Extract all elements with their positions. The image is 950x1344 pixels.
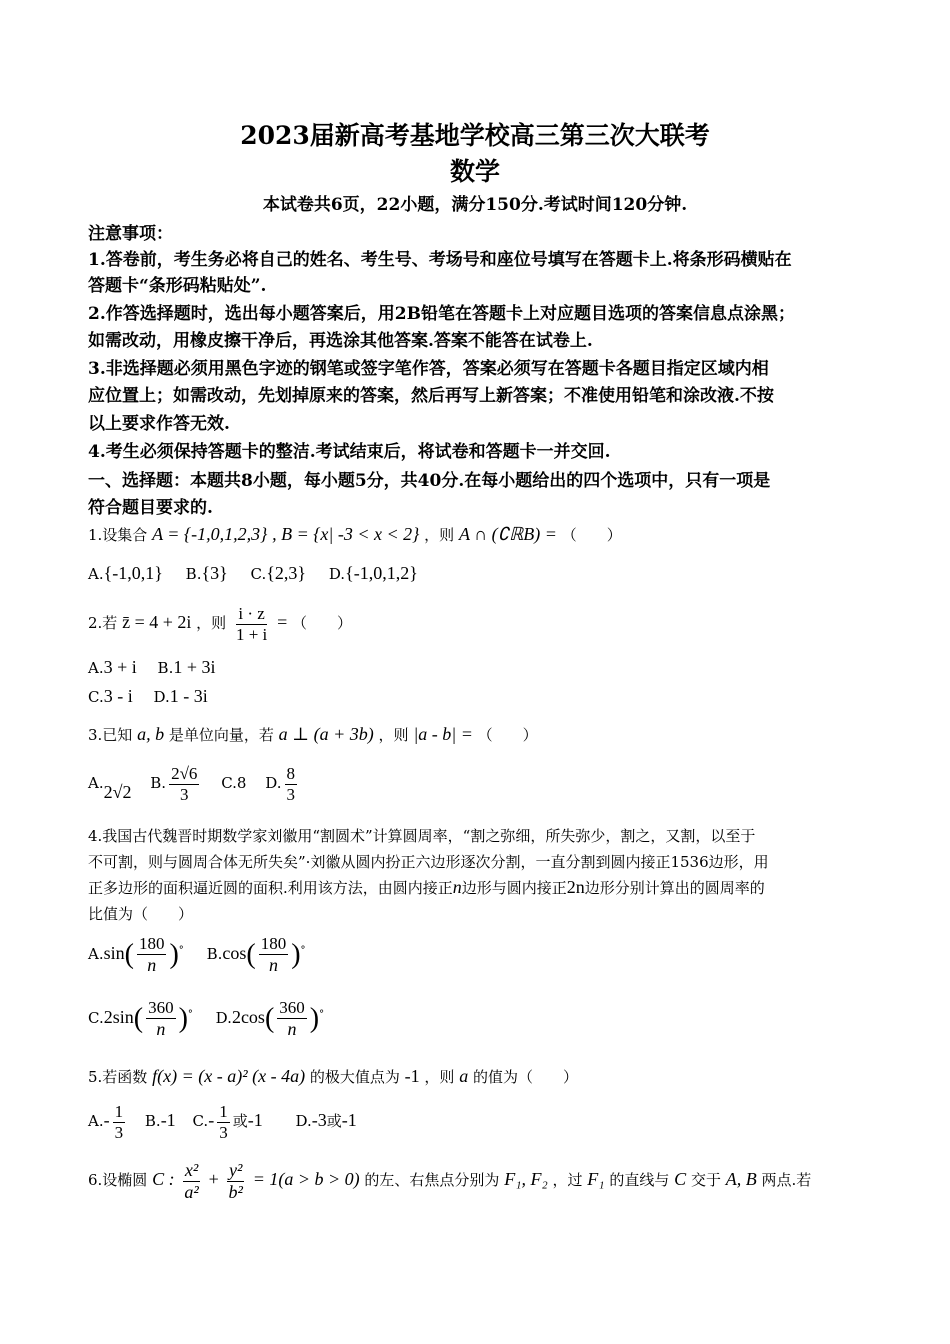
option-a[interactable]: A.sin( $\frac{180}{n}$ )° [88,934,184,975]
option-b[interactable]: B. $\frac{2√6}{3}$ [150,764,198,804]
q2-fraction: $\frac{i \cdot z}{1 + i}$ [235,604,268,644]
question-4-line2: 不可割，则与圆周合体无所失矣”·刘徽从圆内扮正六边形逐次分割，一直分割到圆内接正1536边形，用 [88,853,769,871]
q2-options-row2 [88,686,208,707]
note-line: 以上要求作答无效. [88,414,230,434]
option-a[interactable]: A.- $\frac{1}{3}$ [88,1102,124,1142]
exam-info: 本试卷共6页，22小题，满分150分.考试时间120分钟. [262,195,688,215]
option-c[interactable]: C.2sin( $\frac{360}{n}$ )° [88,998,193,1039]
option-d[interactable]: D.{-1,0,1,2} [328,563,418,583]
option-a[interactable]: A.3 + i [88,657,137,677]
q3-options [88,764,300,804]
note-line: 1.答卷前，考生务必将自己的姓名、考生号、考场号和座位号填写在答题卡上.将条形码横贴在 [88,250,792,270]
option-c[interactable]: C.3 - i [88,686,133,706]
option-c[interactable]: C.8 [221,774,247,793]
question-2: 2.若 z̄ = 4 + 2i ，则 $\frac{i \cdot z}{1 + i}$ = （ ） [88,604,353,644]
q2-condition: z̄ = 4 + 2i [122,612,192,633]
question-5: 5.若函数 f(x) = (x - a)² (x - 4a) 的极大值点为 -1 ，则 a 的值为（ ） [88,1066,579,1086]
set-a: A = {-1,0,1,2,3} [152,524,268,544]
section-heading: 一、选择题：本题共8小题，每小题5分，共40分.在每小题给出的四个选项中，只有一项是 [88,471,771,491]
question-4-line3: 正多边形的面积逼近圆的面积.利用该方法，由圆内接正n边形与圆内接正2n边形分别计算出的圆周率的 [88,877,765,897]
option-d[interactable]: D.-3或-1 [295,1110,357,1131]
note-line: 2.作答选择题时，选出每小题答案后，用2B铅笔在答题卡上对应题目选项的答案信息点涂黑； [88,304,795,324]
section-heading-cont: 符合题目要求的. [88,498,213,518]
q1-expression: A ∩ (∁ℝB) = [458,524,557,544]
q5-function: f(x) = (x - a)² (x - 4a) [152,1066,306,1086]
note-line: 4.考生必须保持答题卡的整洁.考试结束后，将试卷和答题卡一并交回. [88,442,611,462]
subject-title: 数学 [449,157,500,186]
question-1: 1.设集合 A = {-1,0,1,2,3} , B = {x| -3 < x < 2} ，则 A ∩ (∁ℝB) = （ ） [88,524,622,544]
exam-title: 2023届新高考基地学校高三第三次大联考 [240,121,710,150]
option-a[interactable]: A.{-1,0,1} [88,563,163,583]
option-b[interactable]: B.cos( $\frac{180}{n}$ )° [206,934,306,975]
q3-condition: a ⊥ (a + 3b) [278,724,374,744]
question-4-line1: 4.我国古代魏晋时期数学家刘徽用“割圆术”计算圆周率，“割之弥细，所失弥少，割之，又割，以至于 [88,827,756,845]
question-6: 6.设椭圆 C : $\frac{\text{x²}}{\text{a²}}$ + $\frac{\text{y²}}{\text{b²}}$ = 1(a > b > 0) 的左、右焦点分别为 F₁, F₂ ，过 F₁ 的直线与 C 交于 A, B 两点.若 [88,1160,812,1202]
q2-options-row1 [88,657,216,678]
question-4-line4: 比值为（ ） [88,905,194,923]
option-b[interactable]: B.1 + 3i [157,657,216,677]
note-line: 如需改动，用橡皮擦干净后，再选涂其他答案.答案不能答在试卷上. [88,331,593,351]
q4-options-row2 [88,998,324,1039]
question-3: 3.已知 a, b 是单位向量，若 a ⊥ (a + 3b) ，则 |a - b| = （ ） [88,724,538,744]
option-b[interactable]: B.-1 [144,1110,176,1131]
option-c[interactable]: C.{2,3} [250,563,307,583]
option-d[interactable]: D. $\frac{8}{3}$ [265,764,296,804]
q5-options [88,1102,357,1142]
option-b[interactable]: B.{3} [185,563,228,583]
note-line: 答题卡“条形码粘贴处”. [88,276,267,296]
option-a[interactable]: A.2√2 [88,774,132,803]
note-line: 应位置上；如需改动，先划掉原来的答案，然后再写上新答案；不准使用铅笔和涂改液.不按 [88,386,774,406]
q1-options [88,563,418,584]
option-d[interactable]: D.2cos( $\frac{360}{n}$ )° [215,998,325,1039]
q4-options-row1 [88,934,306,975]
option-d[interactable]: D.1 - 3i [153,686,208,706]
option-c[interactable]: C.- $\frac{1}{3}$ 或-1 [192,1102,263,1142]
notes-heading: 注意事项： [88,224,173,244]
q3-expression: |a - b| = [413,724,473,744]
note-line: 3.非选择题必须用黑色字迹的钢笔或签字笔作答，答案必须写在答题卡各题目指定区域内相 [88,359,769,379]
set-b: , B = {x| -3 < x < 2} [272,524,420,544]
